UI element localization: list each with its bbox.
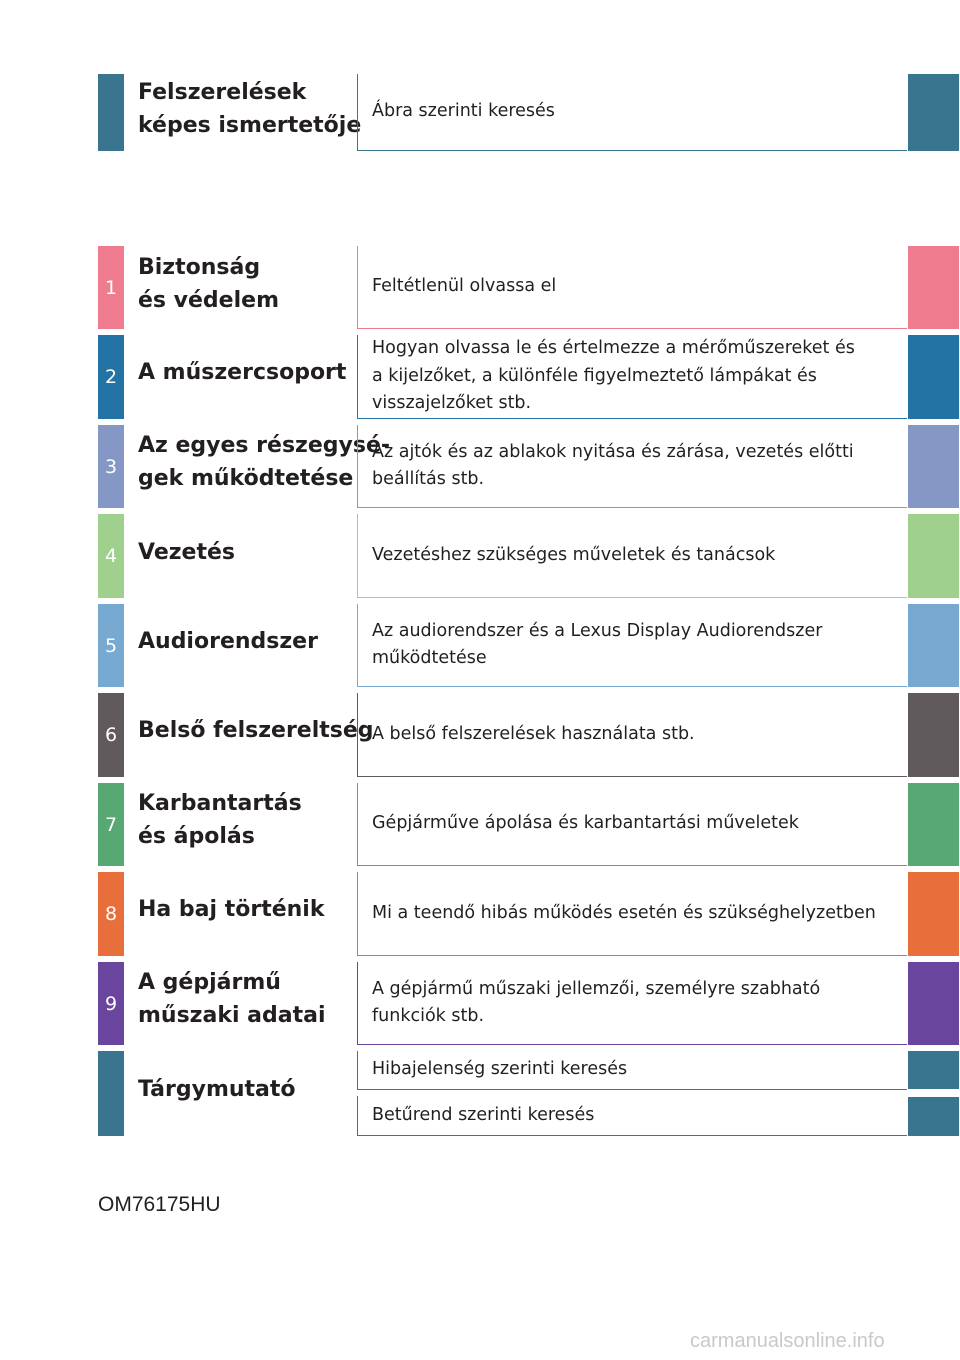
index-edge-tab-1	[908, 1051, 959, 1089]
section-edge-tab-4	[908, 514, 959, 598]
header-row[interactable]	[0, 74, 960, 151]
section-desc-5-line-2: működtetése	[372, 648, 487, 668]
section-desc-6-line-1: A belső felszerelések használata stb.	[372, 723, 695, 744]
section-edge-tab-6	[908, 693, 959, 777]
section-tab-4: 4	[98, 514, 124, 598]
section-title-2-line-1: A műszercsoport	[138, 360, 347, 385]
index-row	[0, 1051, 960, 1136]
section-title-1-line-1: Biztonság	[138, 255, 261, 280]
section-desc-box-3[interactable]	[357, 425, 907, 508]
section-edge-tab-8	[908, 872, 959, 956]
section-row-6[interactable]	[0, 693, 960, 777]
section-row-5[interactable]	[0, 604, 960, 687]
section-title-7-line-2: és ápolás	[138, 824, 255, 849]
section-edge-tab-5	[908, 604, 959, 687]
section-tab-8: 8	[98, 872, 124, 956]
section-desc-box-6[interactable]	[357, 693, 907, 777]
section-title-3	[138, 429, 391, 495]
section-row-1[interactable]	[0, 246, 960, 329]
section-row-9[interactable]	[0, 962, 960, 1045]
section-row-2[interactable]	[0, 335, 960, 419]
section-title-4-line-1: Vezetés	[138, 540, 236, 565]
section-title-6-line-1: Belső felszereltség	[138, 718, 374, 743]
section-title-2	[138, 356, 350, 389]
section-edge-tab-3	[908, 425, 959, 508]
watermark: carmanualsonline.info	[690, 1330, 885, 1352]
section-desc-4-line-1: Vezetéshez szükséges műveletek és tanácsok	[372, 544, 776, 565]
header-edge-tab	[908, 74, 959, 151]
index-entry-alphabetical-label: Betűrend szerinti keresés	[372, 1104, 595, 1125]
section-desc-3-line-1: Az ajtók és az ablakok nyitása és zárása, vezetés előtti	[372, 441, 854, 462]
section-title-5-line-1: Audiorendszer	[138, 629, 318, 654]
section-title-8	[138, 893, 350, 926]
section-title-1-line-2: és védelem	[138, 288, 279, 313]
index-title-line-1: Tárgymutató	[138, 1077, 296, 1102]
section-tab-1: 1	[98, 246, 124, 329]
section-tab-9: 9	[98, 962, 124, 1045]
section-desc-box-2[interactable]	[357, 335, 907, 419]
section-tab-3: 3	[98, 425, 124, 508]
index-edge-tab-2	[908, 1097, 959, 1136]
header-title	[138, 76, 362, 142]
document-code: OM76175HU	[98, 1193, 221, 1216]
header-desc: Ábra szerinti keresés	[372, 101, 555, 122]
section-title-9-line-1: A gépjármű	[138, 970, 281, 995]
section-desc-box-4[interactable]	[357, 514, 907, 598]
index-tab	[98, 1051, 124, 1136]
section-edge-tab-7	[908, 783, 959, 866]
section-title-1	[138, 251, 350, 317]
section-row-3[interactable]	[0, 425, 960, 508]
section-desc-box-7[interactable]	[357, 783, 907, 866]
section-desc-2-line-2: a kijelzőket, a különféle figyelmeztető lámpákat és	[372, 365, 817, 386]
section-desc-3-line-2: beállítás stb.	[372, 469, 485, 489]
section-tab-2: 2	[98, 335, 124, 419]
section-desc-9-line-2: funkciók stb.	[372, 1006, 485, 1026]
index-title	[138, 1073, 350, 1106]
section-title-9-line-2: műszaki adatai	[138, 1003, 326, 1028]
section-desc-1-line-1: Feltétlenül olvassa el	[372, 276, 557, 297]
section-desc-5-line-1: Az audiorendszer és a Lexus Display Audiorendszer	[372, 620, 823, 641]
header-tab	[98, 74, 124, 151]
section-title-9	[138, 966, 350, 1032]
section-tab-7: 7	[98, 783, 124, 866]
index-entry-alphabetical[interactable]	[357, 1096, 907, 1136]
section-title-8-line-1: Ha baj történik	[138, 897, 325, 922]
header-title-line-1: Felszerelések	[138, 80, 307, 105]
section-title-5	[138, 625, 350, 658]
section-title-4	[138, 536, 350, 569]
section-row-4[interactable]	[0, 514, 960, 598]
section-desc-9-line-1: A gépjármű műszaki jellemzői, személyre szabható	[372, 978, 821, 999]
section-desc-2-line-3: visszajelzőket stb.	[372, 393, 532, 414]
section-row-8[interactable]	[0, 872, 960, 956]
index-entry-symptom[interactable]	[357, 1051, 907, 1090]
section-desc-7-line-1: Gépjárműve ápolása és karbantartási műveletek	[372, 813, 799, 834]
section-title-3-line-2: gek működtetése	[138, 466, 354, 491]
section-desc-box-5[interactable]	[357, 604, 907, 687]
section-desc-box-1[interactable]	[357, 246, 907, 329]
section-title-3-line-1: Az egyes részegysé-	[138, 433, 391, 458]
section-edge-tab-1	[908, 246, 959, 329]
header-title-line-2: képes ismertetője	[138, 113, 362, 138]
section-tab-5: 5	[98, 604, 124, 687]
header-desc-box[interactable]	[357, 74, 907, 151]
index-entry-symptom-label: Hibajelenség szerinti keresés	[372, 1059, 628, 1080]
section-tab-6: 6	[98, 693, 124, 777]
section-row-7[interactable]	[0, 783, 960, 866]
section-title-7	[138, 787, 350, 853]
section-edge-tab-9	[908, 962, 959, 1045]
section-desc-box-9[interactable]	[357, 962, 907, 1045]
section-title-7-line-1: Karbantartás	[138, 791, 302, 816]
section-desc-box-8[interactable]	[357, 872, 907, 956]
section-desc-2-line-1: Hogyan olvassa le és értelmezze a mérőműszereket és	[372, 338, 855, 359]
section-title-6	[138, 714, 374, 747]
section-edge-tab-2	[908, 335, 959, 419]
section-desc-8-line-1: Mi a teendő hibás működés esetén és szükséghelyzetben	[372, 902, 876, 923]
